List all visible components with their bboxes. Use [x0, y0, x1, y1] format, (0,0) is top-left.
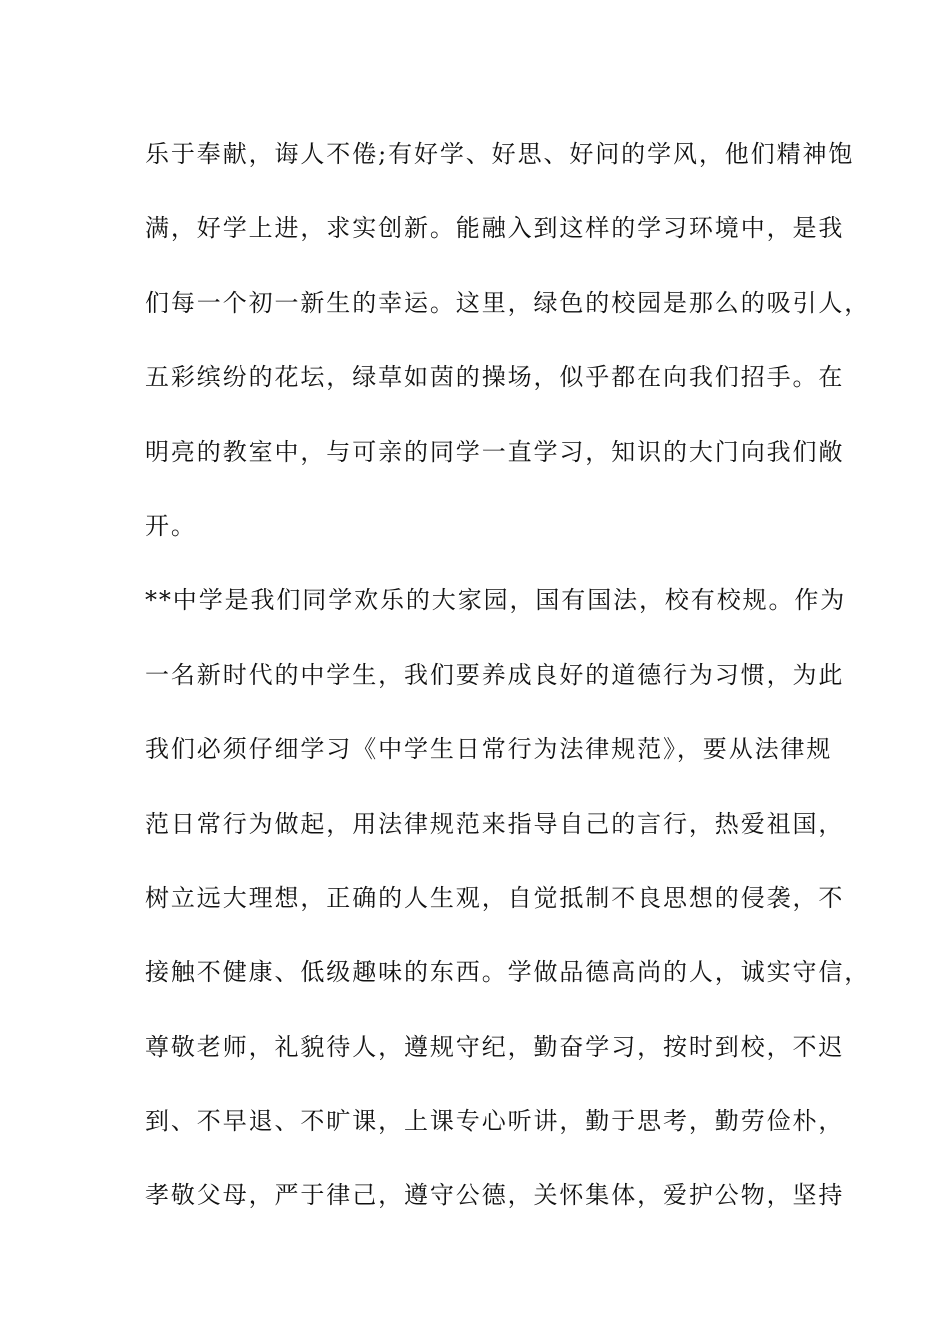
text-line: 我们必须仔细学习《中学生日常行为法律规范》，要从法律规 — [145, 735, 833, 764]
text-line: 树立远大理想，正确的人生观，自觉抵制不良思想的侵袭，不 — [145, 883, 845, 912]
text-line: 明亮的教室中，与可亲的同学一直学习，知识的大门向我们敞 — [145, 437, 845, 466]
text-line: 接触不健康、低级趣味的东西。学做品德高尚的人，诚实守信， — [145, 958, 871, 987]
text-line: 到、不早退、不旷课，上课专心听讲，勤于思考，勤劳俭朴， — [145, 1107, 845, 1136]
text-line: 范日常行为做起，用法律规范来指导自己的言行，热爱祖国， — [145, 809, 845, 838]
text-line: 满，好学上进，求实创新。能融入到这样的学习环境中，是我 — [145, 214, 845, 243]
text-line: **中学是我们同学欢乐的大家园，国有国法，校有校规。作为 — [145, 586, 847, 615]
text-line: 五彩缤纷的花坛，绿草如茵的操场，似乎都在向我们招手。在 — [145, 363, 845, 392]
body-text — [145, 134, 871, 1250]
text-line: 乐于奉献，诲人不倦;有好学、好思、好问的学风，他们精神饱 — [145, 140, 855, 168]
text-line: 一名新时代的中学生，我们要养成良好的道德行为习惯，为此 — [145, 660, 845, 689]
text-line: 孝敬父母，严于律己，遵守公德，关怀集体，爱护公物，坚持 — [145, 1181, 845, 1210]
text-line: 尊敬老师，礼貌待人，遵规守纪，勤奋学习，按时到校，不迟 — [145, 1032, 845, 1061]
text-line: 们每一个初一新生的幸运。这里，绿色的校园是那么的吸引人， — [145, 288, 871, 317]
text-line: 开。 — [145, 511, 197, 540]
